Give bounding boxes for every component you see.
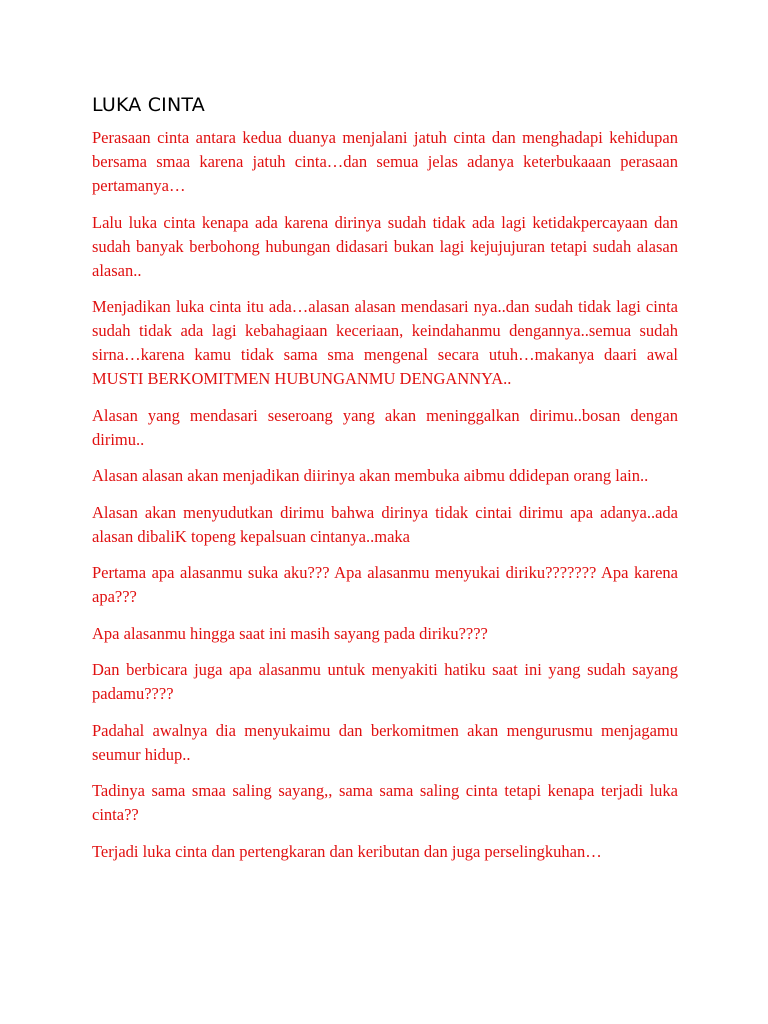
paragraph: Alasan yang mendasari seseroang yang akan meninggalkan dirimu..bosan dengan dirimu.. bbox=[92, 405, 678, 449]
paragraph: Dan berbicara juga apa alasanmu untuk menyakiti hatiku saat ini yang sudah sayang padamu???? bbox=[92, 660, 678, 703]
paragraph: Menjadikan luka cinta itu ada…alasan alasan mendasari nya..dan sudah tidak lagi cinta sudah tidak ada lagi kebahagiaan keceriaan, keindahanmu dengannya..semua sudah sirna…karena kamu tidak sama sma mengenal secara utuh…makanya daari awal MUSTI BERKOMITMEN HUBUNGANMU DENGANNYA.. bbox=[92, 297, 678, 388]
paragraph: Pertama apa alasanmu suka aku??? Apa alasanmu menyukai diriku??????? Apa karena apa??? bbox=[92, 563, 678, 606]
paragraph: Tadinya sama smaa saling sayang,, sama sama saling cinta tetapi kenapa terjadi luka cinta?? bbox=[92, 781, 678, 824]
paragraph: Perasaan cinta antara kedua duanya menjalani jatuh cinta dan menghadapi kehidupan bersama smaa karena jatuh cinta…dan semua jelas adanya keterbukaaan perasaan pertamanya… bbox=[92, 128, 678, 195]
paragraph: Terjadi luka cinta dan pertengkaran dan keributan dan juga perselingkuhan… bbox=[92, 841, 602, 861]
paragraph: Alasan akan menyudutkan dirimu bahwa dirinya tidak cintai dirimu apa adanya..ada alasan dibaliK topeng kepalsuan cintanya..maka bbox=[92, 502, 678, 546]
document-page bbox=[92, 94, 678, 876]
paragraph: Apa alasanmu hingga saat ini masih sayang pada diriku???? bbox=[92, 623, 488, 643]
document-title: LUKA CINTA bbox=[92, 94, 205, 116]
paragraph: Padahal awalnya dia menyukaimu dan berkomitmen akan mengurusmu menjagamu seumur hidup.. bbox=[92, 720, 678, 764]
paragraph: Alasan alasan akan menjadikan diirinya akan membuka aibmu ddidepan orang lain.. bbox=[92, 466, 649, 485]
paragraph: Lalu luka cinta kenapa ada karena dirinya sudah tidak ada lagi ketidakpercayaan dan sudah banyak berbohong hubungan didasari bukan lagi kejujujuran tetapi sudah alasan alasan.. bbox=[92, 212, 678, 280]
